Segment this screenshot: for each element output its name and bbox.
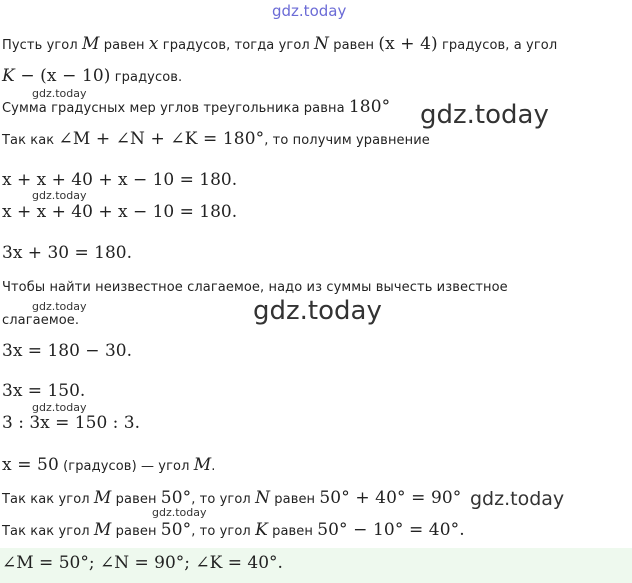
text-line-4 bbox=[2, 129, 430, 149]
text: градусов, тогда угол bbox=[158, 38, 315, 53]
equation-1: x + x + 40 + x − 10 = 180. bbox=[2, 170, 238, 190]
watermark-small: gdz.today bbox=[32, 300, 87, 313]
watermark-small: gdz.today bbox=[32, 401, 87, 414]
math-op: − bbox=[14, 66, 41, 86]
var: N bbox=[255, 488, 271, 508]
text-line-5: Чтобы найти неизвестное слагаемое, надо из суммы вычесть известное bbox=[2, 280, 508, 295]
var: K bbox=[2, 66, 15, 86]
equation-5: 3x = 150. bbox=[2, 381, 86, 401]
text: равен bbox=[267, 524, 318, 539]
var: M bbox=[82, 34, 100, 54]
var: N bbox=[314, 34, 329, 54]
text: Так как bbox=[2, 133, 59, 148]
answer-text: ∠M = 50°; ∠N = 90°; ∠K = 40°. bbox=[2, 553, 283, 573]
text: равен bbox=[111, 524, 161, 539]
text: Сумма градусных мер углов треугольника равна bbox=[2, 101, 349, 116]
math-expression: (x + 4) bbox=[378, 34, 438, 54]
text: , то угол bbox=[191, 524, 256, 539]
text-line-3 bbox=[2, 97, 390, 117]
math-expression: (x − 10) bbox=[40, 66, 111, 86]
equation-3: 3x + 30 = 180. bbox=[2, 243, 132, 263]
text: равен bbox=[270, 492, 320, 507]
text-line-6: слагаемое. bbox=[2, 313, 80, 328]
var: M bbox=[93, 520, 112, 540]
math-expression: 50° − 10° = 40°. bbox=[317, 520, 465, 540]
text: равен bbox=[111, 492, 161, 507]
math-expression: ∠M + ∠N + ∠K = 180° bbox=[58, 129, 265, 149]
text: градусов. bbox=[110, 70, 183, 85]
text: равен bbox=[99, 38, 149, 53]
math-value: 180° bbox=[348, 97, 391, 117]
text: . bbox=[211, 459, 216, 474]
equation-4: 3x = 180 − 30. bbox=[2, 341, 132, 361]
var: K bbox=[255, 520, 268, 540]
watermark-small: gdz.today bbox=[152, 506, 207, 519]
text: , то угол bbox=[191, 492, 256, 507]
text-line-7 bbox=[2, 455, 215, 475]
text-line-8 bbox=[2, 488, 461, 508]
text: градусов, а угол bbox=[437, 38, 558, 53]
equation-2: x + x + 40 + x − 10 = 180. bbox=[2, 202, 238, 222]
math-value: 50° bbox=[160, 488, 192, 508]
text: Пусть угол bbox=[2, 38, 83, 53]
var: M bbox=[193, 455, 212, 475]
text: Так как угол bbox=[2, 524, 94, 539]
text: (градусов) — угол bbox=[58, 459, 194, 474]
watermark-big: gdz.today bbox=[420, 100, 549, 130]
equation-6: 3 : 3x = 150 : 3. bbox=[2, 413, 141, 433]
text: равен bbox=[329, 38, 379, 53]
text-line-2 bbox=[2, 66, 182, 86]
watermark-right: gdz.today bbox=[470, 488, 565, 510]
math-value: 50° bbox=[160, 520, 192, 540]
text-line-1 bbox=[2, 34, 557, 54]
watermark-small: gdz.today bbox=[32, 189, 87, 202]
math-expression: x = 50 bbox=[2, 455, 59, 475]
var: M bbox=[93, 488, 112, 508]
math-expression: 50° + 40° = 90° bbox=[319, 488, 462, 508]
text: Так как угол bbox=[2, 492, 94, 507]
text-line-9 bbox=[2, 520, 465, 540]
watermark-big: gdz.today bbox=[253, 296, 382, 326]
watermark-top: gdz.today bbox=[272, 2, 347, 20]
watermark-small: gdz.today bbox=[32, 87, 87, 100]
var: x bbox=[148, 34, 159, 54]
answer-box bbox=[0, 548, 632, 583]
text: , то получим уравнение bbox=[264, 133, 430, 148]
